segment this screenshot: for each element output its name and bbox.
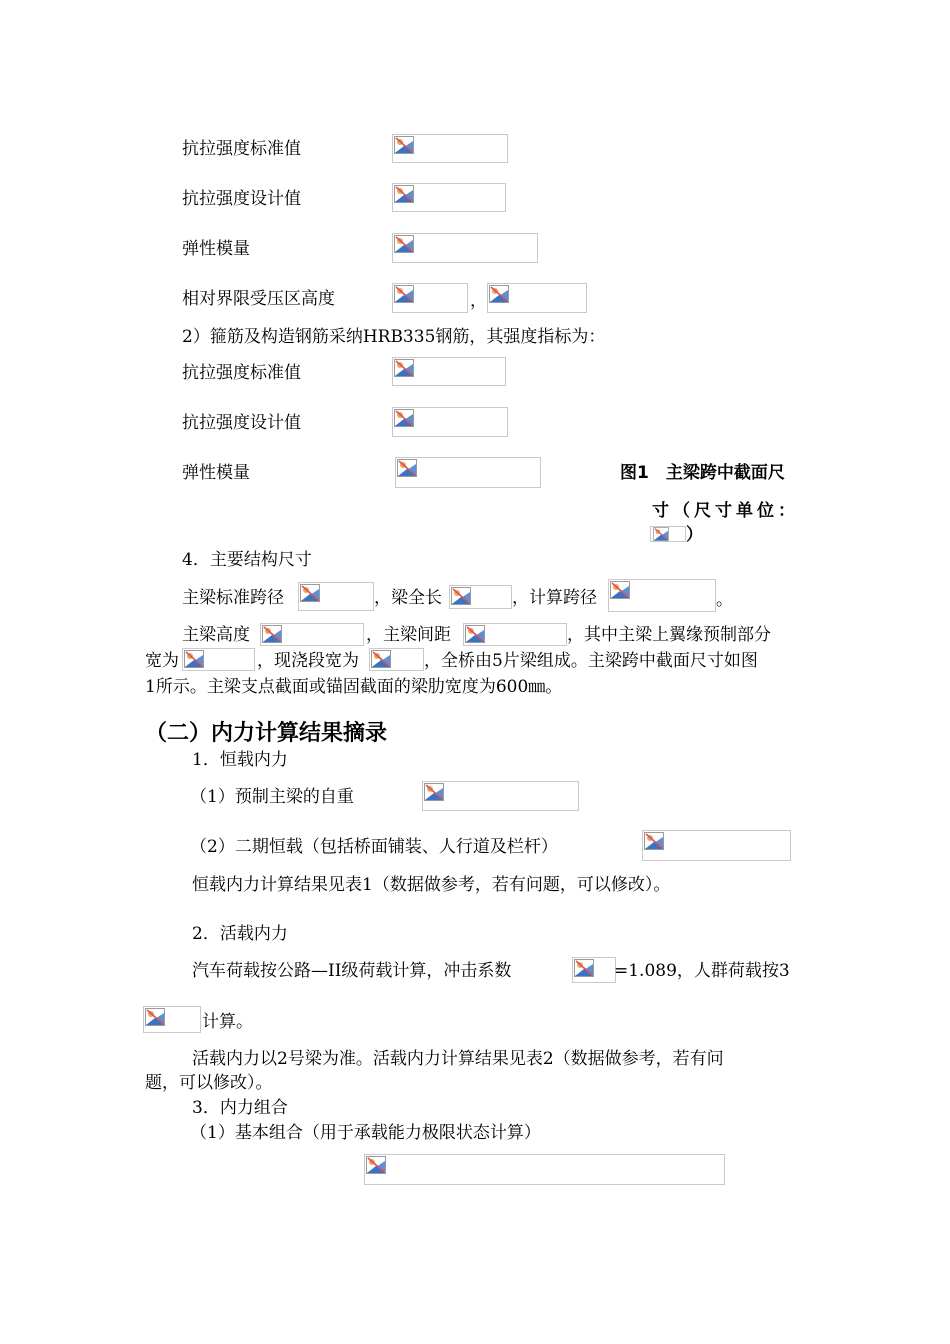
broken-image-icon <box>574 959 594 977</box>
image-placeholder <box>182 648 255 671</box>
label-tensile-standard: 抗拉强度标准值 <box>182 139 301 159</box>
image-placeholder <box>369 648 424 671</box>
broken-image-icon <box>184 650 204 668</box>
combo-heading: 3．内力组合 <box>192 1098 288 1118</box>
broken-image-icon <box>262 625 282 643</box>
image-placeholder <box>463 623 567 646</box>
image-placeholder <box>392 183 506 212</box>
width-text-b: ，现浇段宽为 <box>257 651 359 671</box>
live-load-note-2: 题，可以修改）。 <box>145 1073 273 1093</box>
broken-image-icon <box>644 832 664 850</box>
label-stirrup-tensile-standard: 抗拉强度标准值 <box>182 363 301 383</box>
width-text-c: ，全桥由5片梁组成。主梁跨中截面尺寸如图 <box>424 651 758 671</box>
image-placeholder <box>298 582 374 611</box>
image-placeholder <box>392 134 508 163</box>
broken-image-icon <box>610 581 630 599</box>
image-placeholder <box>650 526 686 542</box>
label-elastic-modulus: 弹性模量 <box>182 239 250 259</box>
label-relative-height: 相对界限受压区高度 <box>182 289 335 309</box>
broken-image-icon <box>424 783 444 801</box>
span-text-a: 主梁标准跨径 <box>182 588 284 608</box>
label-stirrup-tensile-design: 抗拉强度设计值 <box>182 413 301 433</box>
label-tensile-design: 抗拉强度设计值 <box>182 189 301 209</box>
image-placeholder <box>392 407 508 437</box>
broken-image-icon <box>394 136 414 154</box>
image-placeholder <box>487 283 587 313</box>
image-placeholder <box>642 830 791 861</box>
broken-image-icon <box>394 235 414 253</box>
image-placeholder <box>392 357 506 386</box>
broken-image-icon <box>394 359 414 377</box>
dead-load-2: （2）二期恒载（包括桥面铺装、人行道及栏杆） <box>190 837 558 857</box>
image-placeholder <box>422 781 579 811</box>
stirrup-intro: 2）箍筋及构造钢筋采纳HRB335钢筋，其强度指标为： <box>182 327 606 347</box>
image-placeholder <box>395 457 541 488</box>
image-placeholder <box>364 1154 725 1185</box>
live-load-text-b: =1.089，人群荷载按3 <box>614 961 790 981</box>
image-placeholder <box>260 623 364 646</box>
dead-load-heading: 1．恒载内力 <box>192 750 288 770</box>
broken-image-icon <box>652 527 670 541</box>
height-text-a: 主梁高度 <box>182 625 250 645</box>
section4-heading: 4．主要结构尺寸 <box>182 550 312 570</box>
width-text-a: 宽为 <box>145 651 179 671</box>
broken-image-icon <box>451 587 471 605</box>
span-text-c: ，计算跨径 <box>512 588 597 608</box>
label-stirrup-elastic-modulus: 弹性模量 <box>182 463 250 483</box>
broken-image-icon <box>394 185 414 203</box>
broken-image-icon <box>145 1008 165 1026</box>
live-load-note-1: 活载内力以2号梁为准。活载内力计算结果见表2（数据做参考，若有问 <box>192 1049 724 1069</box>
image-placeholder <box>392 233 538 263</box>
span-text-b: ，梁全长 <box>374 588 442 608</box>
live-load-text-c: 计算。 <box>202 1012 253 1032</box>
broken-image-icon <box>371 650 391 668</box>
dead-load-1: （1）预制主梁的自重 <box>190 787 354 807</box>
live-load-heading: 2．活载内力 <box>192 924 288 944</box>
image-placeholder <box>572 957 616 983</box>
height-text-c: ，其中主梁上翼缘预制部分 <box>567 625 771 645</box>
broken-image-icon <box>394 285 414 303</box>
image-placeholder <box>449 585 512 609</box>
part2-heading: （二）内力计算结果摘录 <box>145 721 388 746</box>
combo-1: （1）基本组合（用于承载能力极限状态计算） <box>190 1123 541 1143</box>
image-placeholder <box>143 1006 201 1033</box>
image-placeholder <box>608 579 716 612</box>
broken-image-icon <box>397 459 417 477</box>
broken-image-icon <box>465 625 485 643</box>
broken-image-icon <box>366 1156 386 1174</box>
broken-image-icon <box>394 409 414 427</box>
broken-image-icon <box>489 285 509 303</box>
broken-image-icon <box>300 584 320 602</box>
figure-caption-line3: ） <box>686 525 703 545</box>
comma: ， <box>470 291 487 311</box>
figure-caption-line1: 图1 主梁跨中截面尺 <box>620 463 785 483</box>
span-text-d: 。 <box>716 590 733 610</box>
image-placeholder <box>392 283 468 313</box>
section4-last-line: 1所示。主梁支点截面或锚固截面的梁肋宽度为600㎜。 <box>145 677 563 697</box>
dead-load-note: 恒载内力计算结果见表1（数据做参考，若有问题，可以修改）。 <box>192 875 671 895</box>
live-load-text-a: 汽车荷载按公路—II级荷载计算，冲击系数 <box>192 961 512 981</box>
figure-caption-line2: 寸（尺寸单位： <box>652 501 799 521</box>
height-text-b: ，主梁间距 <box>366 625 451 645</box>
